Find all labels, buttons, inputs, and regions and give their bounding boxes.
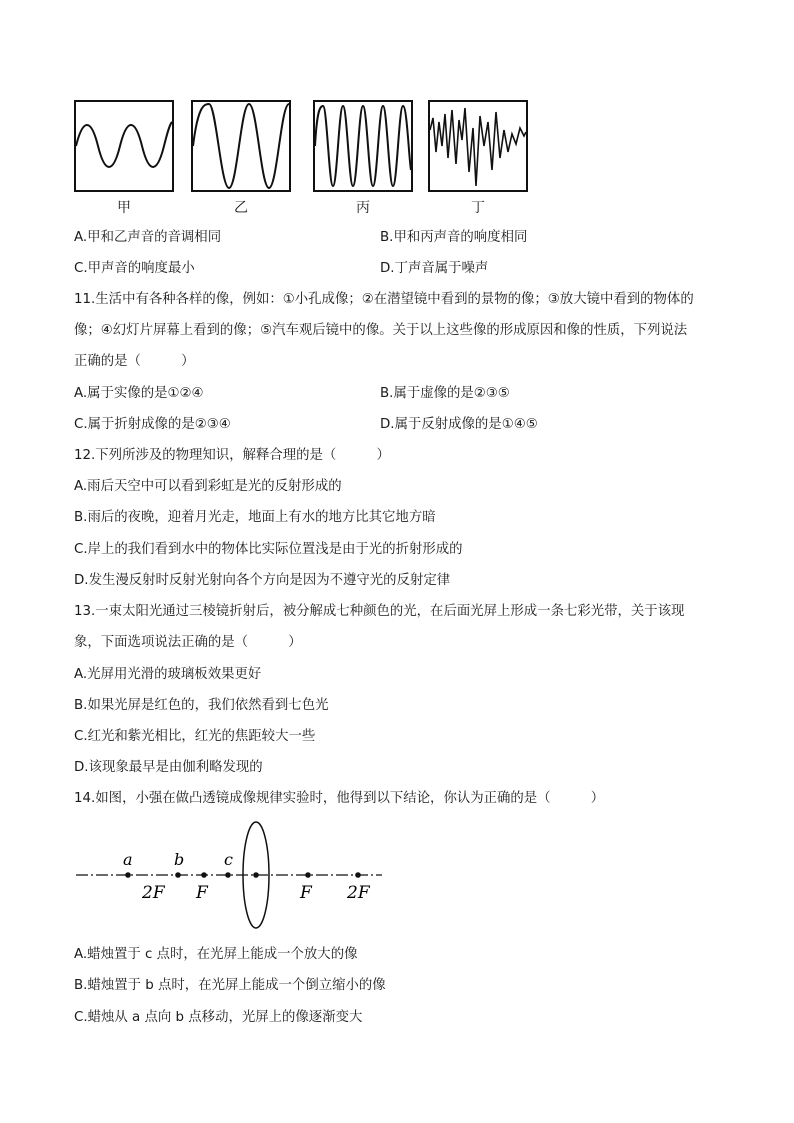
q10-option-d: D.丁声音属于噪声: [380, 261, 489, 276]
point-c-dot: [225, 872, 231, 878]
point-a-dot: [125, 872, 131, 878]
waveform-ding: [428, 100, 528, 192]
label-c: c: [224, 850, 233, 869]
waveform-label-yi: 乙: [234, 200, 248, 216]
q11-stem-line-3: 正确的是（ ）: [74, 354, 195, 369]
lens-center-dot: [253, 872, 259, 878]
waveform-label-bing: 丙: [356, 200, 370, 216]
q14-option-c: C.蜡烛从 a 点向 b 点移动，光屏上的像逐渐变大: [74, 1010, 363, 1025]
q12-option-b: B.雨后的夜晚，迎着月光走，地面上有水的地方比其它地方暗: [74, 510, 436, 525]
right-2f-dot: [355, 872, 361, 878]
waveform-jia: [74, 100, 174, 192]
q14-option-b: B.蜡烛置于 b 点时，在光屏上能成一个倒立缩小的像: [74, 978, 386, 993]
q10-option-c: C.甲声音的响度最小: [74, 261, 195, 276]
waveform-label-jia: 甲: [117, 200, 131, 216]
waveform-bing: [313, 100, 413, 192]
q14-stem: 14.如图，小强在做凸透镜成像规律实验时，他得到以下结论，你认为正确的是（ ）: [74, 791, 605, 806]
q11-stem-line-1: 11.生活中有各种各样的像，例如：①小孔成像；②在潜望镜中看到的景物的像；③放大镜中看到的物体的: [74, 292, 694, 307]
point-b-dot: [175, 872, 181, 878]
label-right-f: F: [300, 883, 312, 903]
q12-stem: 12.下列所涉及的物理知识，解释合理的是（ ）: [74, 448, 390, 463]
convex-lens-figure: [74, 818, 394, 930]
q10-option-a: A.甲和乙声音的音调相同: [74, 230, 222, 245]
q12-option-c: C.岸上的我们看到水中的物体比实际位置浅是由于光的折射形成的: [74, 542, 463, 557]
label-right-2f: 2F: [347, 883, 370, 903]
q13-option-a: A.光屏用光滑的玻璃板效果更好: [74, 667, 262, 682]
waveform-yi: [191, 100, 291, 192]
q12-option-a: A.雨后天空中可以看到彩虹是光的反射形成的: [74, 479, 342, 494]
q13-stem-line-2: 象，下面选项说法正确的是（ ）: [74, 635, 302, 650]
q13-stem-line-1: 13.一束太阳光通过三棱镜折射后，被分解成七种颜色的光，在后面光屏上形成一条七彩光带，关于该现: [74, 604, 685, 619]
waveform-label-ding: 丁: [471, 200, 485, 216]
left-f-dot: [201, 872, 207, 878]
label-left-f: F: [196, 883, 208, 903]
q11-option-c: C.属于折射成像的是②③④: [74, 417, 231, 432]
q11-option-b: B.属于虚像的是②③⑤: [380, 386, 510, 401]
label-a: a: [123, 850, 133, 869]
q11-option-a: A.属于实像的是①②④: [74, 386, 204, 401]
q14-option-a: A.蜡烛置于 c 点时，在光屏上能成一个放大的像: [74, 947, 358, 962]
q12-option-d: D.发生漫反射时反射光射向各个方向是因为不遵守光的反射定律: [74, 573, 451, 588]
right-f-dot: [305, 872, 311, 878]
q10-option-b: B.甲和丙声音的响度相同: [380, 230, 528, 245]
label-left-2f: 2F: [142, 883, 165, 903]
label-b: b: [174, 850, 185, 869]
q13-option-d: D.该现象最早是由伽利略发现的: [74, 760, 263, 775]
q13-option-b: B.如果光屏是红色的，我们依然看到七色光: [74, 698, 329, 713]
q13-option-c: C.红光和紫光相比，红光的焦距较大一些: [74, 729, 316, 744]
q11-option-d: D.属于反射成像的是①④⑤: [380, 417, 538, 432]
q11-stem-line-2: 像；④幻灯片屏幕上看到的像；⑤汽车观后镜中的像。关于以上这些像的形成原因和像的性质，下列说法: [74, 323, 688, 338]
